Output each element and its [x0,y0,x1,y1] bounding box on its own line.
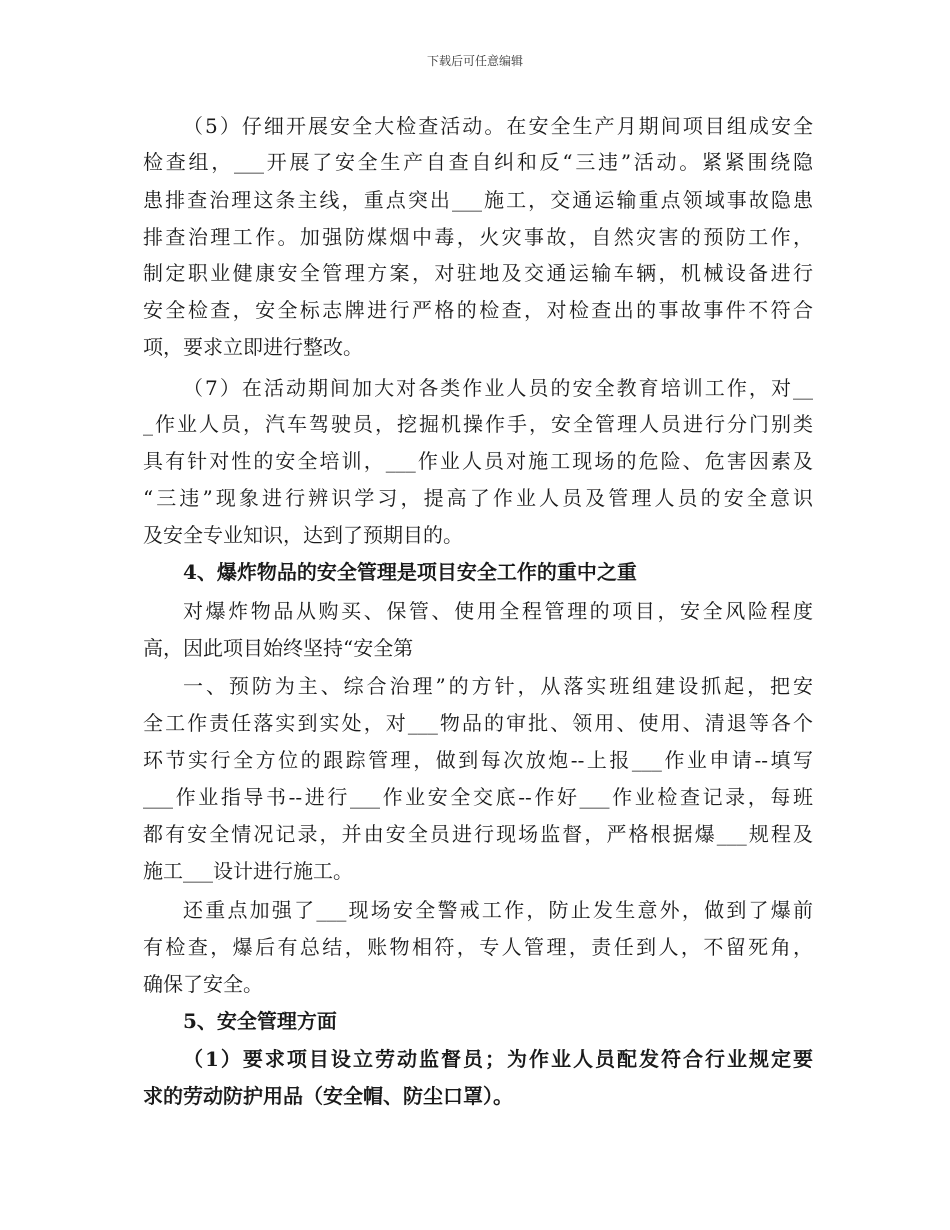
text-line: 患排查治理这条主线，重点突出___施工，交通运输重点领域事故隐患 [143,188,813,212]
text-line: （7）在活动期间加大对各类作业人员的安全教育培训工作，对__ [183,376,813,400]
text-line: 求的劳动防护用品（安全帽、防尘口罩）。 [143,1084,513,1108]
text-line: 高，因此项目始终坚持“安全第 [143,636,414,660]
text-line: （5）仔细开展安全大检查活动。在安全生产月期间项目组成安全 [183,114,813,138]
text-line: _作业人员，汽车驾驶员，挖掘机操作手，安全管理人员进行分门别类 [143,412,813,436]
text-line: 环节实行全方位的跟踪管理，做到每次放炮--上报___作业申请--填写 [143,748,813,772]
text-line: 排查治理工作。加强防煤烟中毒，火灾事故，自然灾害的预防工作， [143,225,813,249]
text-line: 4、爆炸物品的安全管理是项目安全工作的重中之重 [183,560,637,584]
text-line: “三违”现象进行辨识学习，提高了作业人员及管理人员的安全意识 [143,486,813,510]
text-line: 还重点加强了___现场安全警戒工作，防止发生意外，做到了爆前 [183,898,813,922]
text-line: 具有针对性的安全培训，___作业人员对施工现场的危险、危害因素及 [143,449,813,473]
text-line: 全工作责任落实到实处，对___物品的审批、领用、使用、清退等各个 [143,711,813,735]
text-line: 项，要求立即进行整改。 [143,335,363,359]
page-header: 下载后可任意编辑 [426,54,523,68]
text-line: （1）要求项目设立劳动监督员；为作业人员配发符合行业规定要 [183,1047,813,1071]
text-line: 5、安全管理方面 [183,1009,337,1033]
text-line: 安全检查，安全标志牌进行严格的检查，对检查出的事故事件不符合 [143,298,813,322]
text-line: ___作业指导书--进行___作业安全交底--作好___作业检查记录，每班 [143,785,813,809]
text-line: 有检查，爆后有总结，账物相符，专人管理，责任到人，不留死角， [143,935,813,959]
text-line: 确保了安全。 [143,972,263,996]
text-line: 一、预防为主、综合治理”的方针，从落实班组建设抓起，把安 [183,674,813,698]
text-line: 对爆炸物品从购买、保管、使用全程管理的项目，安全风险程度 [183,599,813,623]
text-line: 施工___设计进行施工。 [143,859,353,883]
text-line: 制定职业健康安全管理方案，对驻地及交通运输车辆，机械设备进行 [143,261,813,285]
text-line: 都有安全情况记录，并由安全员进行现场监督，严格根据爆___规程及 [143,822,813,846]
text-line: 检查组，___开展了安全生产自查自纠和反“三违”活动。紧紧围绕隐 [143,150,813,174]
text-line: 及安全专业知识，达到了预期目的。 [143,523,463,547]
